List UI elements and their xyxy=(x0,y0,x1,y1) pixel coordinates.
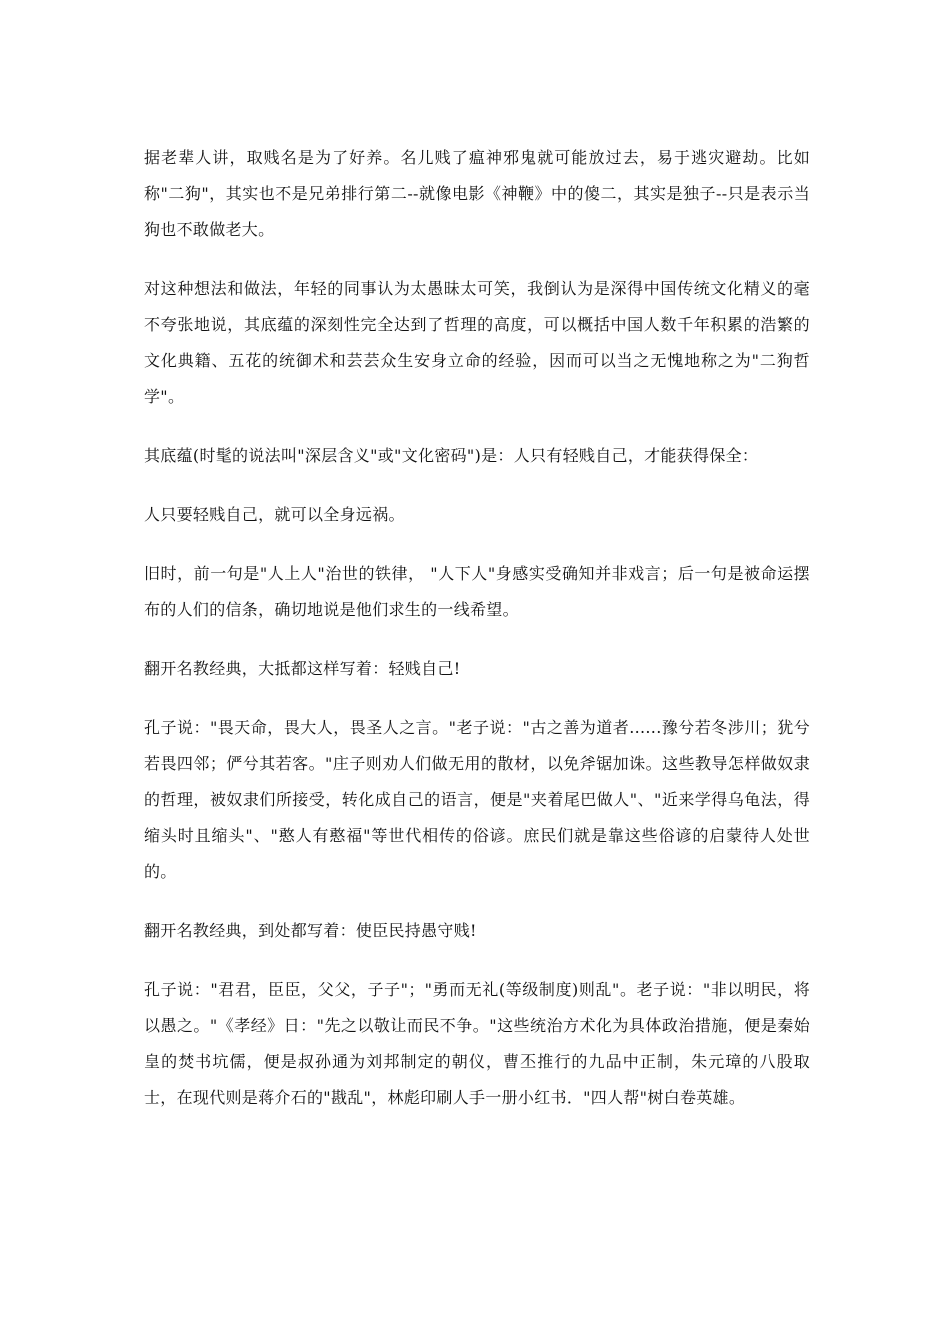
paragraph-4: 人只要轻贱自己，就可以全身远祸。 xyxy=(144,505,405,524)
paragraph-1: 据老辈人讲，取贱名是为了好养。名儿贱了瘟神邪鬼就可能放过去，易于逃灾避劫。比如称"二狗"，其实也不是兄弟排行第二--就像电影《神鞭》中的傻二，其实是独子--只是表示当狗也不敢做老大。 xyxy=(144,148,810,239)
paragraph-5: 旧时，前一句是"人上人"治世的铁律， "人下人"身感实受确知并非戏言；后一句是被命运摆布的人们的信条，确切地说是他们求生的一线希望。 xyxy=(144,564,810,619)
paragraph-2: 对这种想法和做法，年轻的同事认为太愚昧太可笑，我倒认为是深得中国传统文化精义的毫不夸张地说，其底蕴的深刻性完全达到了哲理的高度，可以概括中国人数千年积累的浩繁的文化典籍、五花的统御术和芸芸众生安身立命的经验，因而可以当之无愧地称之为"二狗哲学"。 xyxy=(144,279,810,406)
paragraph-8: 翻开名教经典，到处都写着：使臣民持愚守贱! xyxy=(144,921,477,940)
paragraph-6: 翻开名教经典，大抵都这样写着：轻贱自己! xyxy=(144,659,461,678)
paragraph-7: 孔子说："畏天命，畏大人，畏圣人之言。"老子说："古之善为道者......豫兮若冬涉川；犹兮若畏四邻；俨兮其若客。"庄子则劝人们做无用的散材，以免斧锯加诛。这些教导怎样做奴隶的哲理，被奴隶们所接受，转化成自己的语言，便是"夹着尾巴做人"、"近来学得乌龟法，得缩头时且缩头"、"憨人有憨福"等世代相传的俗谚。庶民们就是靠这些俗谚的启蒙待人处世的。 xyxy=(144,718,810,881)
document-body xyxy=(144,140,810,1139)
paragraph-3: 其底蕴(时髦的说法叫"深层含义"或"文化密码")是：人只有轻贱自己，才能获得保全： xyxy=(144,446,759,465)
paragraph-9: 孔子说："君君，臣臣，父父，子子"；"勇而无礼(等级制度)则乱"。老子说："非以明民，将以愚之。"《孝经》日："先之以敬让而民不争。"这些统治方术化为具体政治措施，便是秦始皇的焚书坑儒，便是叔孙通为刘邦制定的朝仪，曹丕推行的九品中正制，朱元璋的八股取士，在现代则是蒋介石的"戡乱"，林彪印刷人手一册小红书．"四人帮"树白卷英雄。 xyxy=(144,980,810,1107)
